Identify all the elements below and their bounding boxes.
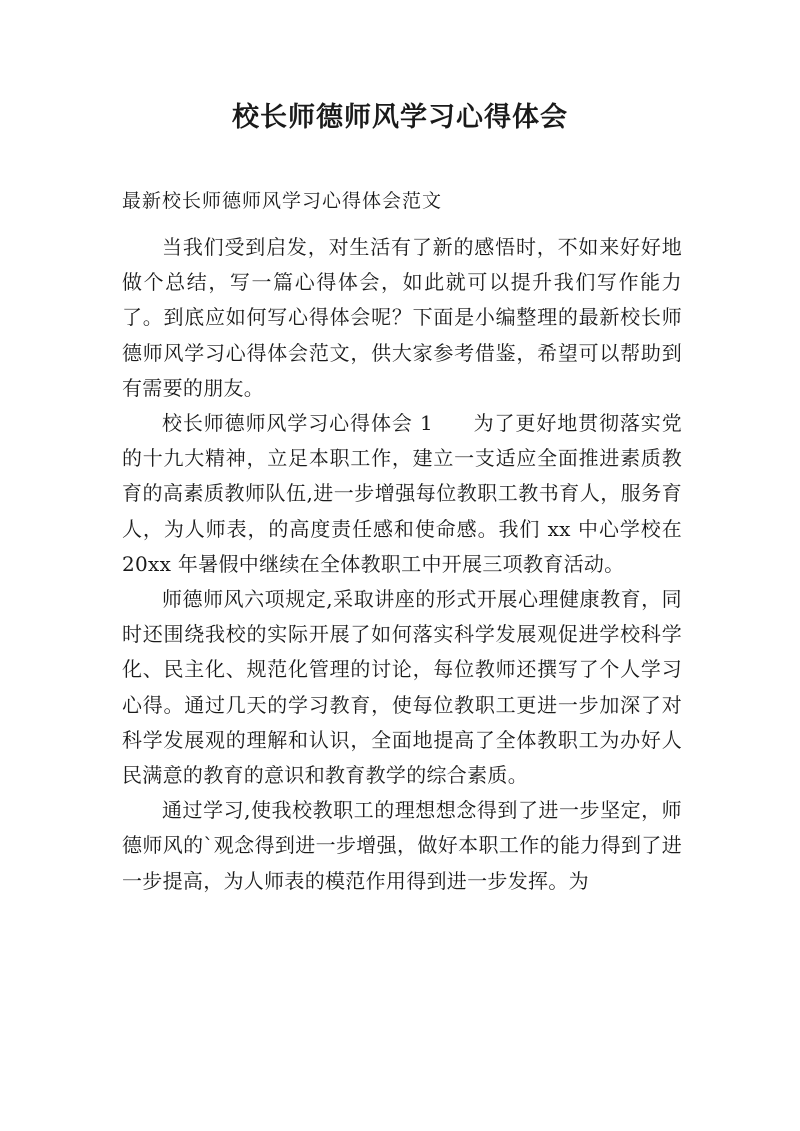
section-text: 为了更好地贯彻落实党的十九大精神，立足本职工作，建立一支适应全面推进素质教育的高素质教师队伍,进一步增强每位教职工教书育人，服务育人，为人师表，的高度责任感和使命感。我们 xx 中心学校在 20xx 年暑假中继续在全体教职工中开展三项教育活动。 (122, 411, 682, 576)
paragraph-section-1 (122, 406, 682, 582)
section-label: 校长师德师风学习心得体会 1 (162, 411, 434, 436)
document-title: 校长师德师风学习心得体会 (232, 102, 568, 133)
paragraph-intro: 当我们受到启发，对生活有了新的感悟时，不如来好好地做个总结，写一篇心得体会，如此就可以提升我们写作能力了。到底应如何写心得体会呢？下面是小编整理的最新校长师德师风学习心得体会范文，供大家参考借鉴，希望可以帮助到有需要的朋友。 (122, 235, 682, 400)
document-subtitle: 最新校长师德师风学习心得体会范文 (122, 190, 443, 212)
paragraph-4: 通过学习,使我校教职工的理想想念得到了进一步坚定，师德师风的`观念得到进一步增强，做好本职工作的能力得到了进一步提高，为人师表的模范作用得到进一步发挥。为 (122, 798, 682, 893)
paragraph-3: 师德师风六项规定,采取讲座的形式开展心理健康教育，同时还围绕我校的实际开展了如何落实科学发展观促进学校科学化、民主化、规范化管理的讨论，每位教师还撰写了个人学习心得。通过几天的学习教育，使每位教职工更进一步加深了对科学发展观的理解和认识，全面地提高了全体教职工为办好人民满意的教育的意识和教育教学的综合素质。 (122, 587, 682, 788)
document-body (122, 230, 682, 899)
